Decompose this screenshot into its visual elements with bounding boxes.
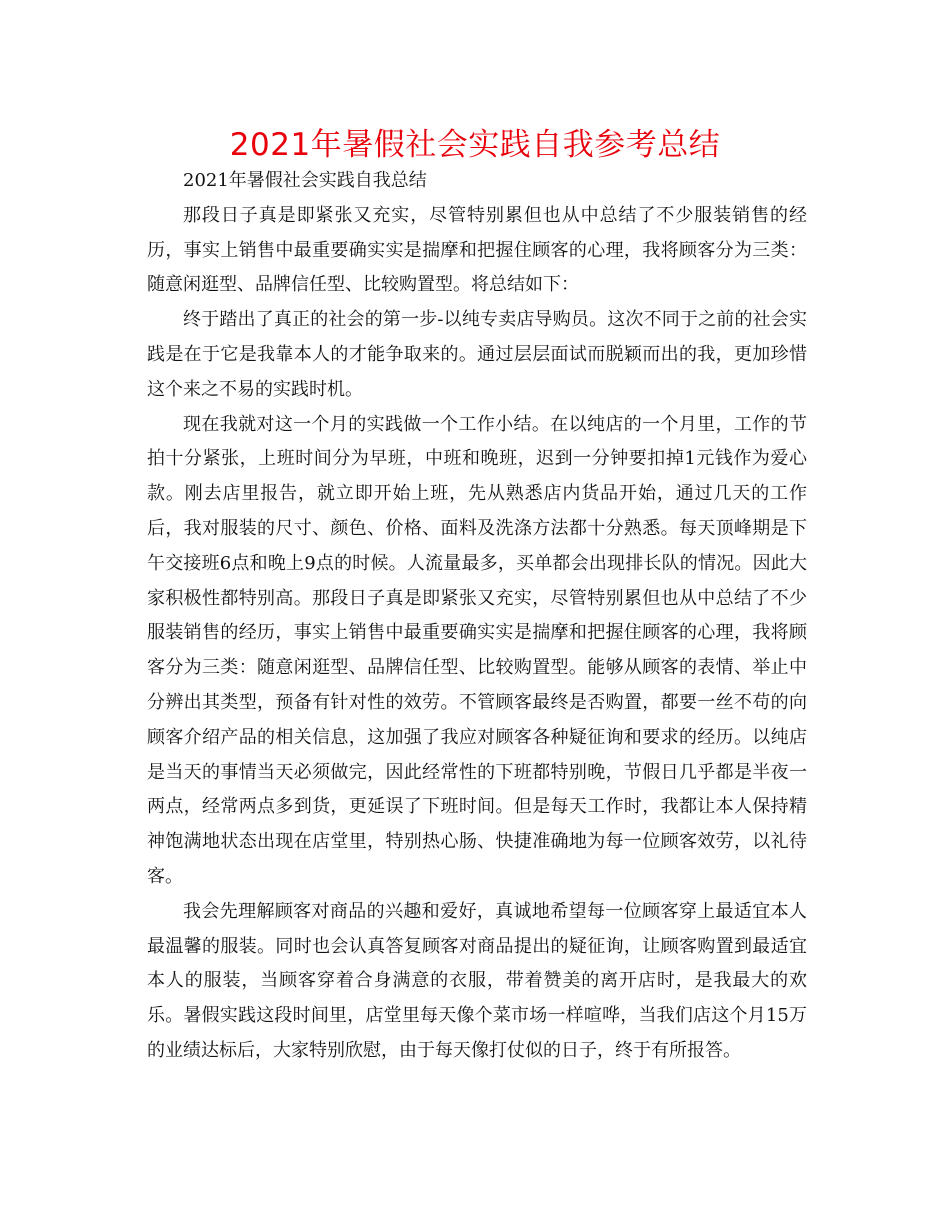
document-title: 2021年暑假社会实践自我参考总结 xyxy=(229,127,721,163)
body-paragraph: 终于踏出了真正的社会的第一步-以纯专卖店导购员。这次不同于之前的社会实践是在于它是我靠本人的才能争取来的。通过层层面试而脱颖而出的我，更加珍惜这个来之不易的实践时机。 xyxy=(147,309,807,400)
body-paragraph: 我会先理解顾客对商品的兴趣和爱好，真诚地希望每一位顾客穿上最适宜本人最温馨的服装。同时也会认真答复顾客对商品提出的疑征询，让顾客购置到最适宜本人的服装，当顾客穿着合身满意的衣服，带着赞美的离开店时，是我最大的欢乐。暑假实践这段时间里，店堂里每天像个菜市场一样喧哗，当我们店这个月15万的业绩达标后，大家特别欣慰，由于每天像打仗似的日子，终于有所报答。 xyxy=(147,900,807,1061)
body-paragraph: 那段日子真是即紧张又充实，尽管特别累但也从中总结了不少服装销售的经历，事实上销售中最重要确实实是揣摩和把握住顾客的心理，我将顾客分为三类：随意闲逛型、品牌信任型、比较购置型。将总结如下： xyxy=(147,204,807,296)
subtitle-paragraph: 2021年暑假社会实践自我总结 xyxy=(183,170,427,191)
body-paragraph: 现在我就对这一个月的实践做一个工作小结。在以纯店的一个月里，工作的节拍十分紧张，上班时间分为早班，中班和晚班，迟到一分钟要扣掉1元钱作为爱心款。刚去店里报告，就立即开始上班，先从熟悉店内货品开始，通过几天的工作后，我对服装的尺寸、颜色、价格、面料及洗涤方法都十分熟悉。每天顶峰期是下午交接班6点和晚上9点的时候。人流量最多，买单都会出现排长队的情况。因此大家积极性都特别高。那段日子真是即紧张又充实，尽管特别累但也从中总结了不少服装销售的经历，事实上销售中最重要确实实是揣摩和把握住顾客的心理，我将顾客分为三类：随意闲逛型、品牌信任型、比较购置型。能够从顾客的表情、举止中分辨出其类型，预备有针对性的效劳。不管顾客最终是否购置，都要一丝不苟的向顾客介绍产品的相关信息，这加强了我应对顾客各种疑征询和要求的经历。以纯店是当天的事情当天必须做完，因此经常性的下班都特别晚，节假日几乎都是半夜一两点，经常两点多到货，更延误了下班时间。但是每天工作时，我都让本人保持精神饱满地状态出现在店堂里，特别热心肠、快捷准确地为每一位顾客效劳，以礼待客。 xyxy=(147,413,807,887)
document-body xyxy=(147,164,807,1069)
